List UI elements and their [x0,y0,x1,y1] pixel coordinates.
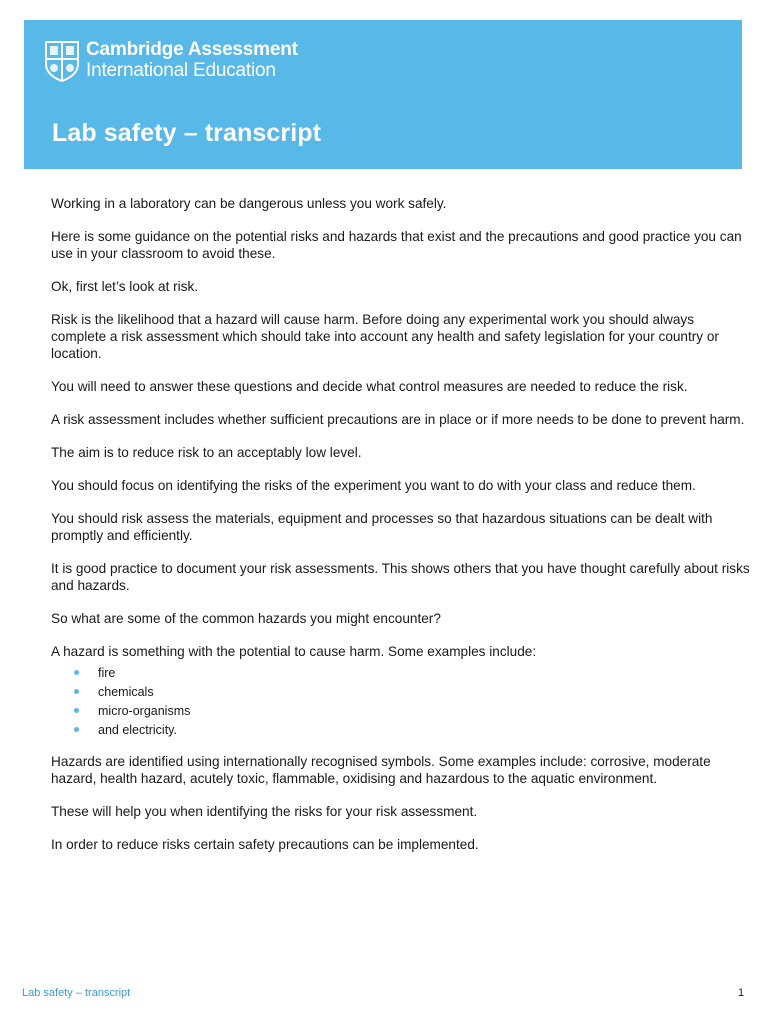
cambridge-crest-icon [44,40,80,82]
paragraph: Here is some guidance on the potential risks and hazards that exist and the precautions and good practice you can use in your classroom to avoid these. [51,229,742,261]
footer-document-title: Lab safety – transcript [22,987,131,999]
logo-line-1: Cambridge Assessment [86,39,298,60]
logo-wordmark [86,39,298,81]
paragraph: Working in a laboratory can be dangerous unless you work safely. [51,196,447,211]
cambridge-logo [44,39,298,82]
paragraph: You should focus on identifying the risks of the experiment you want to do with your class and reduce them. [51,478,696,493]
paragraph: Hazards are identified using internationally recognised symbols. Some examples include: corrosive, moderate hazard, health hazard, acutely toxic, flammable, oxidising and hazardous to the aquatic environment. [51,754,711,786]
header-banner [24,20,742,169]
list-item: chemicals [51,683,751,702]
list-item: micro-organisms [51,702,751,721]
paragraph: It is good practice to document your risk assessments. This shows others that you have thought carefully about risks and hazards. [51,561,750,593]
hazard-examples-list [51,664,751,740]
document-title: Lab safety – transcript [52,119,322,147]
page-number: 1 [738,987,745,999]
transcript-body [51,195,751,869]
list-item: fire [51,664,751,683]
paragraph: A risk assessment includes whether sufficient precautions are in place or if more needs to be done to prevent harm. [51,412,745,427]
paragraph: These will help you when identifying the risks for your risk assessment. [51,804,478,819]
logo-line-2: International Education [86,60,276,81]
paragraph: In order to reduce risks certain safety precautions can be implemented. [51,837,479,852]
list-item: and electricity. [51,721,751,740]
paragraph: A hazard is something with the potential to cause harm. Some examples include: [51,644,537,659]
paragraph: Ok, first let’s look at risk. [51,279,199,294]
paragraph: So what are some of the common hazards you might encounter? [51,611,441,626]
paragraph: Risk is the likelihood that a hazard will cause harm. Before doing any experimental work you should always complete a risk assessment which should take into account any health and safety legislation for your country or location. [51,312,719,361]
paragraph: You should risk assess the materials, equipment and processes so that hazardous situations can be dealt with promptly and efficiently. [51,511,713,543]
paragraph: You will need to answer these questions and decide what control measures are needed to reduce the risk. [51,379,688,394]
paragraph: The aim is to reduce risk to an acceptably low level. [51,445,362,460]
